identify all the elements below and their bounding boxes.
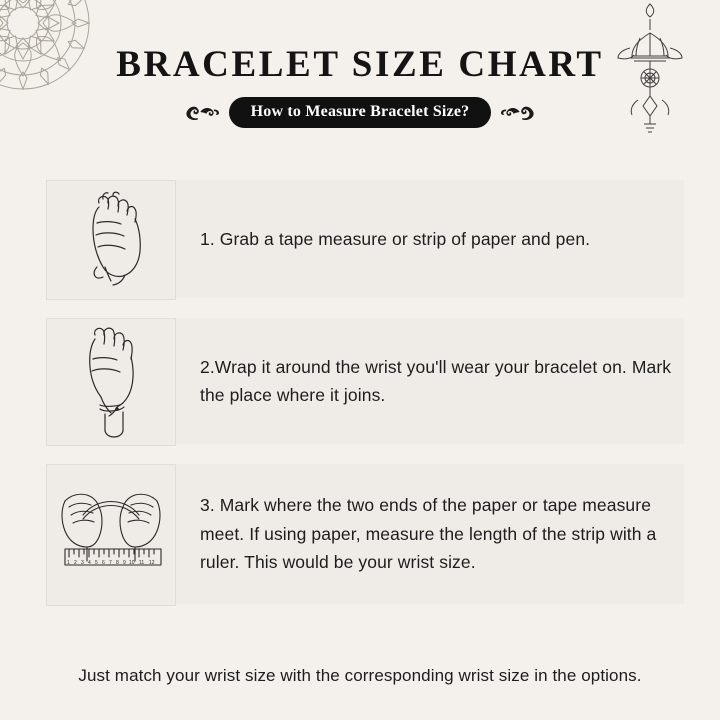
svg-text:3: 3	[81, 560, 84, 566]
subtitle-row	[0, 97, 720, 128]
step-item	[0, 464, 720, 606]
svg-text:12: 12	[149, 560, 155, 566]
hand-wrapping-tape-illustration	[47, 319, 175, 445]
footer-note: Just match your wrist size with the corresponding wrist size in the options.	[78, 666, 642, 685]
step-1-thumbnail	[46, 180, 176, 300]
page-header	[0, 44, 720, 128]
step-2-text-panel	[176, 318, 684, 444]
svg-text:8: 8	[116, 560, 119, 566]
step-3-text-panel	[176, 464, 684, 604]
page-title: BRACELET SIZE CHART	[116, 44, 604, 85]
flourish-left-icon	[185, 101, 219, 123]
svg-text:11: 11	[139, 560, 145, 566]
svg-text:10: 10	[129, 560, 135, 566]
step-1-text: 1. Grab a tape measure or strip of paper and pen.	[200, 228, 591, 249]
svg-text:5: 5	[95, 560, 98, 566]
hands-measuring-ruler-illustration	[47, 465, 175, 605]
subtitle-pill: How to Measure Bracelet Size?	[229, 97, 492, 128]
svg-text:2: 2	[74, 560, 77, 566]
hand-fist-illustration	[47, 181, 175, 299]
step-3-text: 3. Mark where the two ends of the paper or tape measure meet. If using paper, measure the length of the strip with a ruler. This would be your wrist size.	[200, 495, 657, 573]
flourish-right-icon	[501, 101, 535, 123]
svg-text:4: 4	[88, 560, 91, 566]
step-1-text-panel	[176, 180, 684, 298]
steps-list	[0, 180, 720, 624]
svg-text:1: 1	[67, 560, 70, 566]
step-item	[0, 180, 720, 300]
step-2-thumbnail	[46, 318, 176, 446]
svg-text:6: 6	[102, 560, 105, 566]
svg-text:9: 9	[123, 560, 126, 566]
step-3-thumbnail	[46, 464, 176, 606]
step-item	[0, 318, 720, 446]
step-2-text: 2.Wrap it around the wrist you'll wear your bracelet on. Mark the place where it joins.	[200, 356, 672, 405]
svg-text:7: 7	[109, 560, 112, 566]
